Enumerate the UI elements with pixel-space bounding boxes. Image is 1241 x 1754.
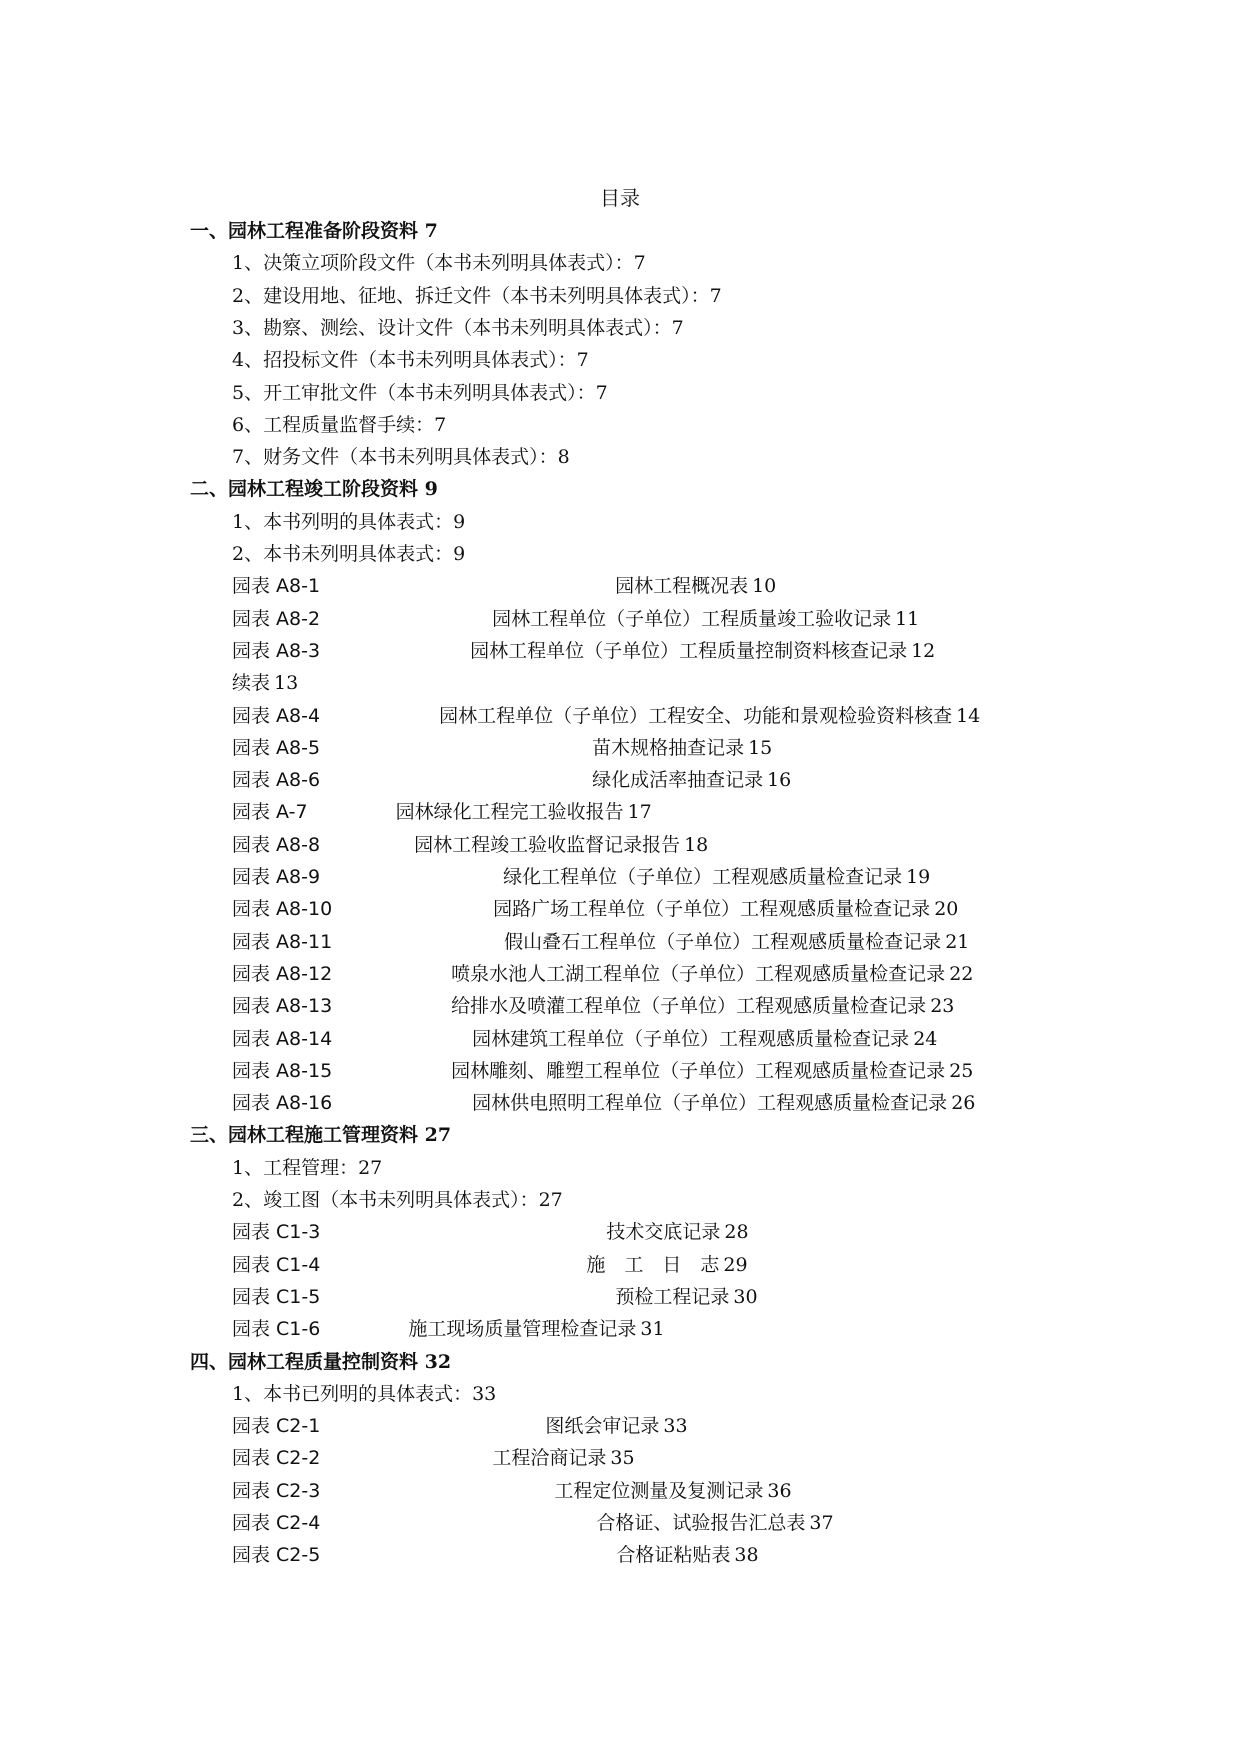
page-number: 18 xyxy=(684,833,709,856)
form-description: 园林绿化工程完工验收报告 xyxy=(395,801,624,824)
toc-section-heading[interactable]: 三、园林工程施工管理资料 27 xyxy=(190,1124,452,1147)
page-number: 13 xyxy=(274,672,299,695)
toc-subsection-item[interactable]: 1、工程管理：27 xyxy=(232,1156,383,1179)
form-description: 工程定位测量及复测记录 xyxy=(554,1479,764,1502)
toc-subsection-item[interactable]: 5、开工审批文件（本书未列明具体表式）：7 xyxy=(232,381,608,404)
toc-subsection-item[interactable]: 7、财务文件（本书未列明具体表式）：8 xyxy=(232,446,570,469)
page-number: 26 xyxy=(951,1092,976,1115)
page-number: 37 xyxy=(809,1512,834,1534)
form-code: 园表 A-7 xyxy=(232,801,308,824)
form-code: 园表 A8-1 xyxy=(232,575,321,598)
toc-form-entry[interactable] xyxy=(232,670,298,696)
toc-form-entry[interactable] xyxy=(232,1058,973,1084)
toc-form-entry[interactable] xyxy=(232,1510,834,1536)
page-number: 36 xyxy=(767,1479,792,1502)
form-code: 园表 A8-5 xyxy=(232,736,321,759)
form-code: 园表 A8-2 xyxy=(232,607,321,630)
toc-form-entry[interactable] xyxy=(232,799,652,825)
form-description: 预检工程记录 xyxy=(615,1285,730,1308)
form-code: 园表 A8-3 xyxy=(232,639,321,662)
toc-form-entry[interactable] xyxy=(232,1252,748,1278)
toc-form-entry[interactable] xyxy=(232,606,919,632)
page-number: 19 xyxy=(906,866,931,888)
form-description: 施 工 日 志 xyxy=(586,1253,720,1276)
form-code: 园表 A8-11 xyxy=(232,930,333,953)
form-code: 园表 C2-1 xyxy=(232,1415,321,1438)
form-code: 园表 A8-6 xyxy=(232,769,321,792)
form-description: 喷泉水池人工湖工程单位（子单位）工程观感质量检查记录 xyxy=(451,962,946,985)
form-description: 园林建筑工程单位（子单位）工程观感质量检查记录 xyxy=(472,1027,910,1050)
form-description: 假山叠石工程单位（子单位）工程观感质量检查记录 xyxy=(504,930,942,953)
form-description: 园林雕刻、雕塑工程单位（子单位）工程观感质量检查记录 xyxy=(451,1059,946,1082)
form-code: 园表 A8-16 xyxy=(232,1092,333,1115)
page-number: 28 xyxy=(724,1221,749,1244)
form-description: 合格证、试验报告汇总表 xyxy=(596,1512,806,1534)
form-code: 园表 C2-2 xyxy=(232,1447,321,1470)
form-code: 续表 xyxy=(232,672,271,695)
form-description: 园林工程单位（子单位）工程质量控制资料核查记录 xyxy=(470,639,908,662)
form-code: 园表 C1-3 xyxy=(232,1221,321,1244)
toc-form-entry[interactable] xyxy=(232,993,954,1019)
form-description: 园林工程单位（子单位）工程质量竣工验收记录 xyxy=(492,607,892,630)
page-number: 30 xyxy=(733,1285,758,1308)
toc-form-entry[interactable] xyxy=(232,1445,635,1471)
toc-form-entry[interactable] xyxy=(232,832,708,858)
toc-section-heading[interactable]: 一、园林工程准备阶段资料 7 xyxy=(190,220,438,242)
page-number: 16 xyxy=(767,769,792,792)
toc-form-entry[interactable] xyxy=(232,638,935,664)
page-number: 35 xyxy=(610,1447,635,1470)
page-number: 21 xyxy=(945,930,970,953)
form-code: 园表 A8-14 xyxy=(232,1027,333,1050)
toc-subsection-item[interactable]: 4、招投标文件（本书未列明具体表式）：7 xyxy=(232,349,589,372)
toc-form-entry[interactable] xyxy=(232,1219,749,1245)
form-description: 给排水及喷灌工程单位（子单位）工程观感质量检查记录 xyxy=(451,995,927,1018)
toc-subsection-item[interactable]: 3、勘察、测绘、设计文件（本书未列明具体表式）：7 xyxy=(232,316,684,339)
toc-subsection-item[interactable]: 2、竣工图（本书未列明具体表式）：27 xyxy=(232,1189,563,1211)
form-code: 园表 C1-4 xyxy=(232,1253,321,1276)
form-code: 园表 C1-6 xyxy=(232,1318,321,1341)
form-description: 合格证粘贴表 xyxy=(616,1544,731,1567)
toc-form-entry[interactable] xyxy=(232,1478,792,1504)
form-code: 园表 A8-10 xyxy=(232,898,333,921)
page-number: 15 xyxy=(748,736,773,759)
page-number: 10 xyxy=(752,575,777,598)
page-number: 31 xyxy=(640,1318,665,1341)
form-code: 园表 C2-3 xyxy=(232,1479,321,1502)
toc-form-entry[interactable] xyxy=(232,1284,758,1310)
form-description: 园林工程单位（子单位）工程安全、功能和景观检验资料核查 xyxy=(439,704,953,727)
toc-form-entry[interactable] xyxy=(232,767,791,793)
form-description: 园林工程概况表 xyxy=(615,575,749,598)
toc-form-entry[interactable] xyxy=(232,1090,975,1116)
toc-subsection-item[interactable]: 1、决策立项阶段文件（本书未列明具体表式）：7 xyxy=(232,252,646,275)
form-description: 苗木规格抽查记录 xyxy=(592,736,745,759)
page-number: 11 xyxy=(895,607,920,630)
page-number: 24 xyxy=(913,1027,938,1050)
page-number: 23 xyxy=(930,995,955,1018)
form-code: 园表 A8-8 xyxy=(232,833,321,856)
page-number: 29 xyxy=(723,1253,748,1276)
toc-form-entry[interactable] xyxy=(232,864,930,890)
form-code: 园表 C1-5 xyxy=(232,1285,321,1308)
toc-form-entry[interactable] xyxy=(232,1542,759,1568)
toc-title: 目录 xyxy=(600,186,640,210)
form-description: 图纸会审记录 xyxy=(545,1415,660,1438)
toc-subsection-item[interactable]: 1、本书列明的具体表式：9 xyxy=(232,510,466,533)
form-code: 园表 A8-9 xyxy=(232,866,321,888)
form-description: 施工现场质量管理检查记录 xyxy=(408,1318,637,1341)
toc-subsection-item[interactable]: 2、建设用地、征地、拆迁文件（本书未列明具体表式）：7 xyxy=(232,284,722,307)
form-code: 园表 A8-13 xyxy=(232,995,333,1018)
form-code: 园表 C2-4 xyxy=(232,1512,321,1534)
form-description: 园路广场工程单位（子单位）工程观感质量检查记录 xyxy=(493,898,931,921)
form-code: 园表 C2-5 xyxy=(232,1544,321,1567)
form-description: 绿化成活率抽查记录 xyxy=(592,769,764,792)
form-description: 绿化工程单位（子单位）工程观感质量检查记录 xyxy=(503,866,903,888)
form-description: 园林供电照明工程单位（子单位）工程观感质量检查记录 xyxy=(472,1092,948,1115)
page-number: 25 xyxy=(949,1059,974,1082)
page-number: 12 xyxy=(911,639,936,662)
toc-form-entry[interactable] xyxy=(232,573,776,599)
toc-section-heading[interactable]: 四、园林工程质量控制资料 32 xyxy=(190,1350,452,1373)
page-number: 22 xyxy=(949,962,974,985)
form-code: 园表 A8-4 xyxy=(232,704,321,727)
form-description: 园林工程竣工验收监督记录报告 xyxy=(414,833,681,856)
form-description: 工程洽商记录 xyxy=(492,1447,607,1470)
toc-form-entry[interactable] xyxy=(232,1413,688,1439)
page-number: 17 xyxy=(627,801,652,824)
page-number: 38 xyxy=(734,1544,759,1567)
form-code: 园表 A8-12 xyxy=(232,962,333,985)
toc-form-entry[interactable] xyxy=(232,735,772,761)
toc-form-entry[interactable] xyxy=(232,703,980,729)
toc-form-entry[interactable] xyxy=(232,896,958,922)
toc-form-entry[interactable] xyxy=(232,929,969,955)
toc-subsection-item[interactable]: 1、本书已列明的具体表式：33 xyxy=(232,1382,497,1405)
toc-form-entry[interactable] xyxy=(232,1026,937,1052)
form-code: 园表 A8-15 xyxy=(232,1059,333,1082)
toc-form-entry[interactable] xyxy=(232,961,973,987)
page-number: 20 xyxy=(934,898,959,921)
form-description: 技术交底记录 xyxy=(606,1221,721,1244)
page-number: 33 xyxy=(663,1415,688,1438)
toc-form-entry[interactable] xyxy=(232,1316,665,1342)
toc-subsection-item[interactable]: 6、工程质量监督手续：7 xyxy=(232,413,447,436)
toc-subsection-item[interactable]: 2、本书未列明具体表式：9 xyxy=(232,543,466,565)
page-number: 14 xyxy=(956,704,981,727)
toc-section-heading[interactable]: 二、园林工程竣工阶段资料 9 xyxy=(190,478,438,501)
